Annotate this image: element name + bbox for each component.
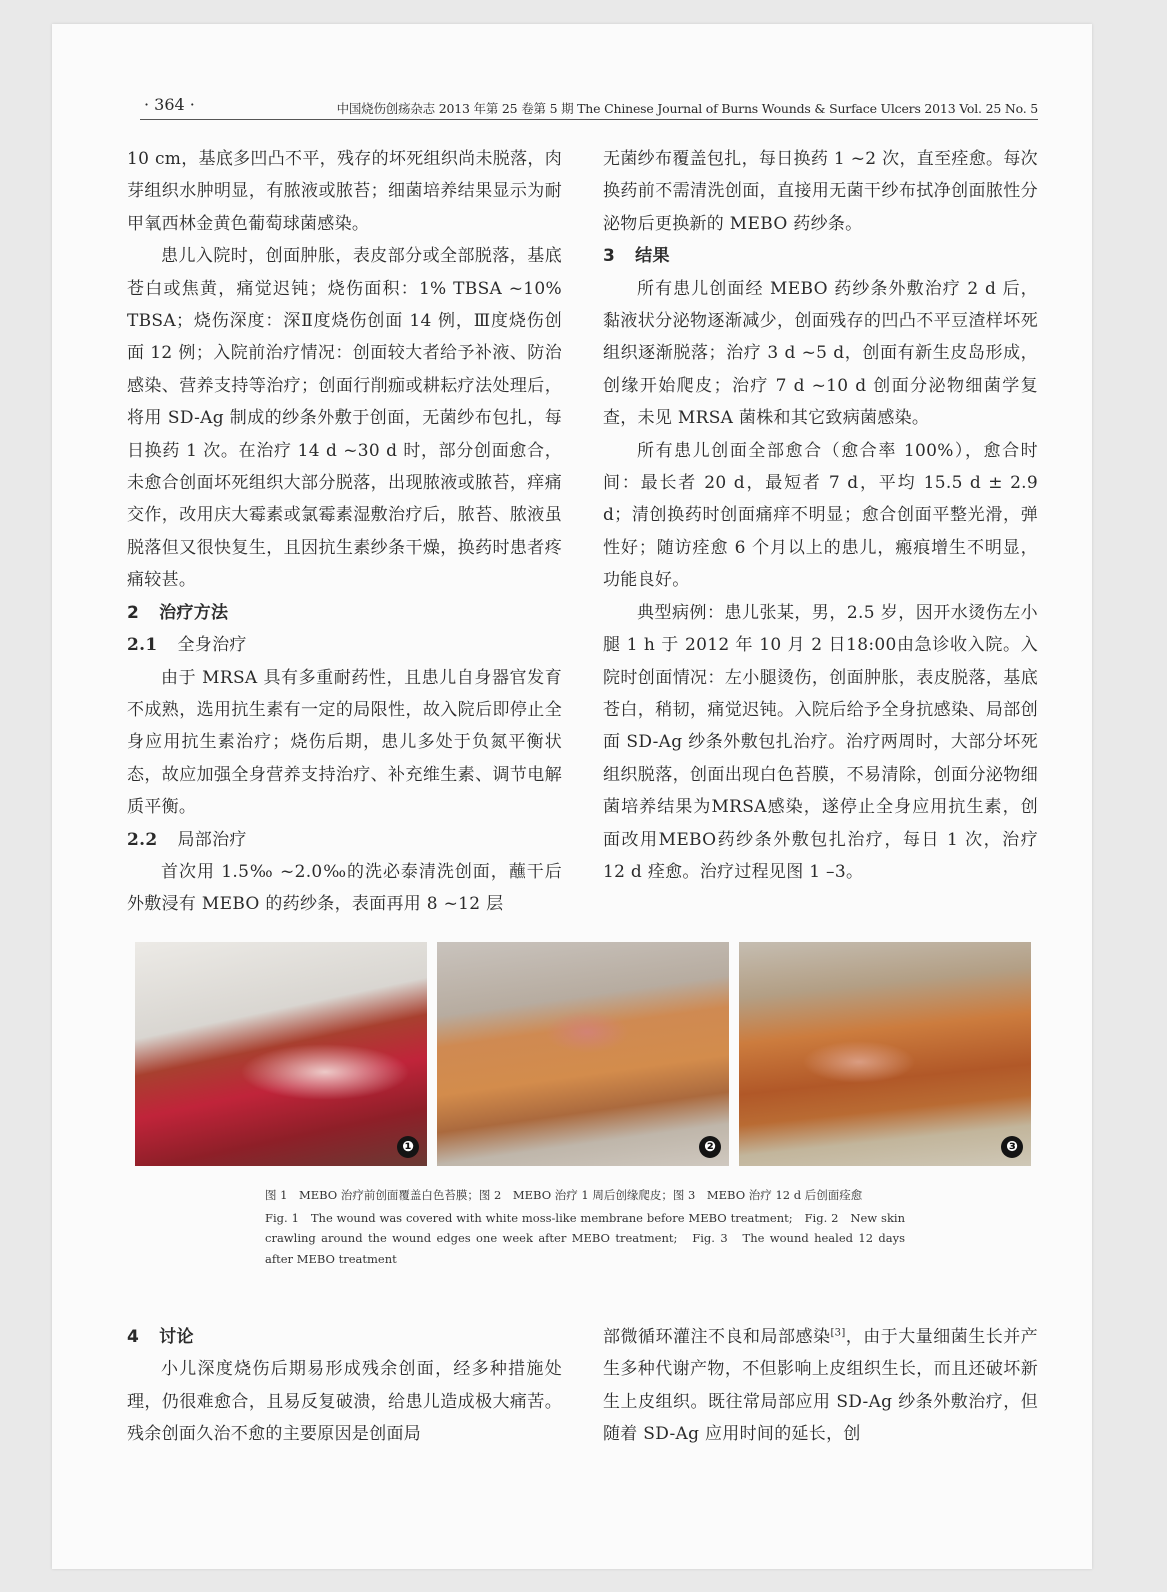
bottom-left-column: [127, 1321, 562, 1451]
paragraph: 10 cm，基底多凹凸不平，残存的坏死组织尚未脱落，肉芽组织水肿明显，有脓液或脓苔；细菌培养结果显示为耐甲氧西林金黄色葡萄球菌感染。: [127, 149, 562, 234]
page-header: [140, 95, 1038, 120]
paragraph: 无菌纱布覆盖包扎，每日换药 1 ~2 次，直至痊愈。每次换药前不需清洗创面，直接用无菌干纱布拭净创面脓性分泌物后更换新的 MEBO 药纱条。: [603, 149, 1038, 234]
paragraph: 所有患儿创面全部愈合（愈合率 100%），愈合时间：最长者 20 d，最短者 7 d，平均 15.5 d ± 2.9 d；清创换药时创面痛痒不明显；愈合创面平整光滑，弹性好；随访痊愈 6 个月以上的患儿，瘢痕增生不明显，功能良好。: [603, 440, 1038, 591]
figure-2-photo: [437, 942, 729, 1166]
right-column: [603, 143, 1038, 888]
section-heading-3: 3 结果: [603, 246, 670, 267]
figure-3-number-badge: ❸: [1001, 1136, 1023, 1158]
figure-1-number-badge: ❶: [397, 1136, 419, 1158]
caption-english: Fig. 1 The wound was covered with white moss-like membrane before MEBO treatment; Fig. 2 New skin crawling around the wound edges one week after MEBO treatment; Fig. 3 The wound healed 12 days after MEBO treatment: [265, 1210, 905, 1266]
section-heading-2-1: 2.1 全身治疗: [127, 635, 247, 656]
figure-3-photo: [739, 942, 1031, 1166]
caption-chinese: 图 1 MEBO 治疗前创面覆盖白色苔膜；图 2 MEBO 治疗 1 周后创缘爬皮；图 3 MEBO 治疗 12 d 后创面痊愈: [265, 1188, 863, 1202]
section-heading-2-2: 2.2 局部治疗: [127, 829, 247, 850]
figure-1-photo: [135, 942, 427, 1166]
running-head: 中国烧伤创疡杂志 2013 年第 25 卷第 5 期 The Chinese Journal of Burns Wounds & Surface Ulcers 2013 Vol. 25 No. 5: [336, 101, 1038, 116]
section-heading-2: 2 治疗方法: [127, 602, 229, 623]
paragraph: 部微循环灌注不良和局部感染[3]，由于大量细菌生长并产生多种代谢产物，不但影响上皮组织生长，而且还破坏新生上皮组织。既往常局部应用 SD-Ag 纱条外敷治疗，但随着 SD-Ag 应用时间的延长，创: [603, 1327, 1038, 1445]
paragraph: 小儿深度烧伤后期易形成残余创面，经多种措施处理，仍很难愈合，且易反复破溃，给患儿造成极大痛苦。残余创面久治不愈的主要原因是创面局: [127, 1359, 562, 1445]
paragraph: 患儿入院时，创面肿胀，表皮部分或全部脱落，基底苍白或焦黄，痛觉迟钝；烧伤面积：1% TBSA ~10% TBSA；烧伤深度：深Ⅱ度烧伤创面 14 例，Ⅲ度烧伤创面 12 例；入院前治疗情况：创面较大者给予补液、防治感染、营养支持等治疗；创面行削痂或耕耘疗法处理后，将用 SD-Ag 制成的纱条外敷于创面，无菌纱布包扎，每日换药 1 次。在治疗 14 d ~30 d 时，部分创面愈合，未愈合创面坏死组织大部分脱落，出现脓液或脓苔，痒痛交作，改用庆大霉素或氯霉素湿敷治疗后，脓苔、脓液虽脱落但又很快复生，且因抗生素纱条干燥，换药时患者疼痛较甚。: [127, 246, 562, 591]
paragraph: 由于 MRSA 具有多重耐药性，且患儿自身器官发育不成熟，选用抗生素有一定的局限性，故入院后即停止全身应用抗生素治疗；烧伤后期，患儿多处于负氮平衡状态，故应加强全身营养支持治疗、补充维生素、调节电解质平衡。: [127, 667, 562, 818]
figure-caption: [265, 1185, 905, 1269]
paragraph: 首次用 1.5‰ ~2.0‰的洗必泰清洗创面，蘸干后外敷浸有 MEBO 的药纱条，表面再用 8 ~12 层: [127, 861, 562, 915]
paragraph: 典型病例：患儿张某，男，2.5 岁，因开水烫伤左小腿 1 h 于 2012 年 10 月 2 日18:00由急诊收入院。入院时创面情况：左小腿烫伤，创面肿胀，表皮脱落，基底苍白，稍韧，痛觉迟钝。入院后给予全身抗感染、局部创面 SD-Ag 纱条外敷包扎治疗。治疗两周时，大部分坏死组织脱落，创面出现白色苔膜，不易清除，创面分泌物细菌培养结果为MRSA感染，遂停止全身应用抗生素，创面改用MEBO药纱条外敷包扎治疗，每日 1 次，治疗 12 d 痊愈。治疗过程见图 1 –3。: [603, 602, 1038, 882]
citation-ref[interactable]: [3]: [830, 1327, 846, 1339]
section-heading-4: 4 讨论: [127, 1327, 194, 1347]
figure-2-number-badge: ❷: [699, 1136, 721, 1158]
bottom-right-column: [603, 1321, 1038, 1451]
page-number: · 364 ·: [144, 95, 195, 114]
left-column: [127, 143, 562, 921]
paragraph: 所有患儿创面经 MEBO 药纱条外敷治疗 2 d 后，黏液状分泌物逐渐减少，创面残存的凹凸不平豆渣样坏死组织逐渐脱落；治疗 3 d ~5 d，创面有新生皮岛形成，创缘开始爬皮；治疗 7 d ~10 d 创面分泌物细菌学复查，未见 MRSA 菌株和其它致病菌感染。: [603, 278, 1038, 429]
